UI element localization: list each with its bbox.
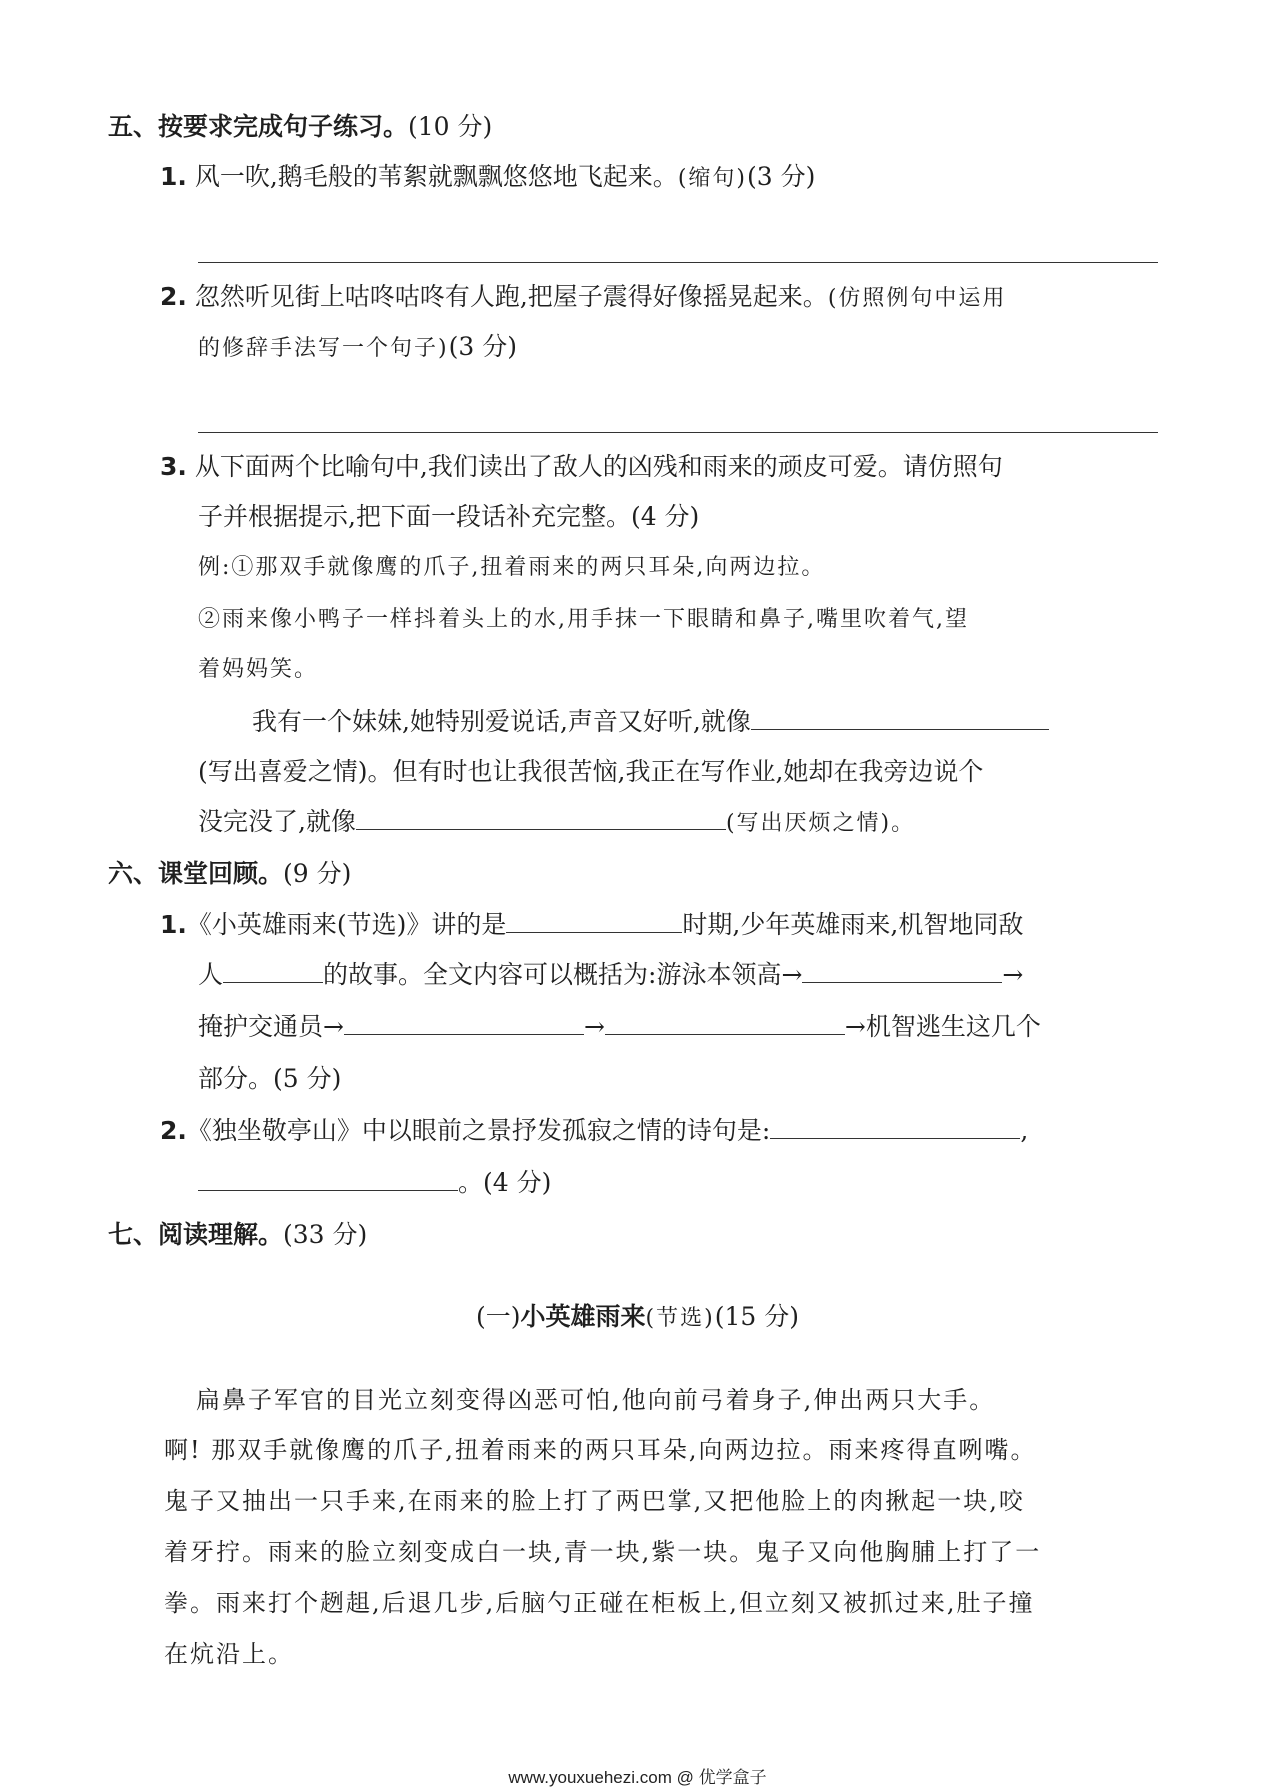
section-5-score: (10 分) [408,112,493,141]
s6-q1-blank-3[interactable] [802,960,1002,983]
section-7-title: 七、阅读理解。 [108,1220,284,1249]
footer-watermark[interactable]: www.youxuehezi.com @ 优学盒子 [508,1768,767,1787]
s5-q2-score: (3 分) [448,332,517,361]
s6-q1-text-3b: → [583,1012,605,1041]
passage-line: 拳。雨来打个趔趄,后退几步,后脑勺正碰在柜板上,但立刻又被抓过来,肚子撞 [164,1589,1035,1617]
s6-q1-line2 [198,958,1023,992]
section-5-title: 五、按要求完成句子练习。 [108,112,409,141]
s5-q3-line1 [160,450,1003,484]
s5-q3-example-2b: 着妈妈笑。 [198,657,319,682]
s5-q3-number: 3. [160,452,187,481]
s5-q3-example-1: 例:①那双手就像鹰的爪子,扭着雨来的两只耳朵,向两边拉。 [198,555,826,580]
s5-q3-blank-2[interactable] [356,807,726,830]
s6-q1-line3 [198,1010,1041,1044]
passage-line: 鬼子又抽出一只手来,在雨来的脸上打了两巴掌,又把他脸上的肉揪起一块,咬 [164,1487,1025,1515]
s5-q2-hint-2: 的修辞手法写一个句子) [198,336,449,361]
s6-q1-number: 1. [160,910,187,939]
s5-q3-para-text-3b: (写出厌烦之情)。 [725,811,916,836]
s6-q1-text-1a: 《小英雄雨来(节选)》讲的是 [186,910,507,939]
s6-q2-line2 [198,1166,551,1200]
section-6-score: (9 分) [283,859,352,888]
passage-score: (15 分) [714,1302,799,1331]
s6-q1-blank-1[interactable] [506,910,682,933]
passage-line: 啊! 那双手就像鹰的爪子,扭着雨来的两只耳朵,向两边拉。雨来疼得直咧嘴。 [164,1436,1037,1464]
s5-q1-score: (3 分) [746,162,816,191]
s6-q2-end: 。(4 分) [458,1168,552,1197]
s6-q1-line4: 部分。(5 分) [198,1064,342,1093]
s6-q1-blank-2[interactable] [223,960,323,983]
passage-line: 扁鼻子军官的目光立刻变得凶恶可怕,他向前弓着身子,伸出两只大手。 [196,1386,996,1414]
s5-q3-blank-1[interactable] [751,707,1049,730]
s5-q3-para-text-3a: 没完没了,就像 [198,807,356,836]
s6-q1-text-3c: →机智逃生这几个 [844,1012,1041,1041]
s5-q2-hint-1: (仿照例句中运用 [827,286,1007,311]
s5-q3-para-line2 [198,755,983,789]
s5-q2-number: 2. [160,282,187,311]
s6-q2-blank-1[interactable] [770,1116,1020,1139]
s5-q3-text-1: 从下面两个比喻句中,我们读出了敌人的凶残和雨来的顽皮可爱。请仿照句 [194,452,1003,481]
s5-q3-example-2a: ②雨来像小鸭子一样抖着头上的水,用手抹一下眼睛和鼻子,嘴里吹着气,望 [198,607,969,632]
s6-q1-blank-4[interactable] [344,1012,584,1035]
s5-q3-para-text-2: (写出喜爱之情)。但有时也让我很苦恼,我正在写作业,她却在我旁边说个 [198,757,984,786]
s6-q1-text-1b: 时期,少年英雄雨来,机智地同敌 [682,910,1024,939]
section-5-heading [108,110,492,144]
s6-q1-blank-5[interactable] [605,1012,845,1035]
s5-q3-para-line1 [252,705,1049,739]
s6-q2-number: 2. [160,1116,187,1145]
passage-title: 小英雄雨来 [520,1302,646,1331]
section-7-heading [108,1218,367,1252]
passage-heading [0,1300,1275,1336]
s6-q1-text-2c: → [1002,960,1024,989]
s5-q1-hint: (缩句) [677,166,747,191]
section-7-score: (33 分) [283,1220,368,1249]
passage-line: 着牙拧。雨来的脸立刻变成白一块,青一块,紫一块。鬼子又向他胸脯上打了一 [164,1538,1042,1566]
section-6-title: 六、课堂回顾。 [108,859,284,888]
section-6-heading [108,857,351,891]
s5-q2-line1 [160,280,1006,316]
s5-q2-line2 [198,330,517,366]
s5-q1-answer-line[interactable] [198,262,1158,263]
s6-q1-line1 [160,908,1023,942]
s6-q2-line1 [160,1114,1028,1148]
passage-subtitle: (节选) [645,1306,715,1331]
s5-q1-text: 风一吹,鹅毛般的苇絮就飘飘悠悠地飞起来。 [194,162,678,191]
s6-q1-text-3a: 掩护交通员→ [198,1012,344,1041]
s5-q2-answer-line[interactable] [198,432,1158,433]
passage-line: 在炕沿上。 [164,1640,294,1668]
s5-q1-number: 1. [160,162,187,191]
s6-q1-text-2a: 人 [198,960,224,989]
s6-q1-text-2b: 的故事。全文内容可以概括为:游泳本领高→ [323,960,803,989]
s6-q2-blank-2[interactable] [198,1168,458,1191]
s5-q3-para-text-1: 我有一个妹妹,她特别爱说话,声音又好听,就像 [252,707,751,736]
s6-q2-text: 《独坐敬亭山》中以眼前之景抒发孤寂之情的诗句是: [186,1116,771,1145]
s5-q3-para-line3 [198,805,915,841]
passage-prefix: (一) [476,1302,521,1331]
s5-q2-text: 忽然听见街上咕咚咕咚有人跑,把屋子震得好像摇晃起来。 [194,282,828,311]
s5-q3-line2: 子并根据提示,把下面一段话补充完整。(4 分) [198,502,700,531]
s5-q1 [160,160,815,196]
s6-q2-comma: , [1020,1116,1029,1145]
